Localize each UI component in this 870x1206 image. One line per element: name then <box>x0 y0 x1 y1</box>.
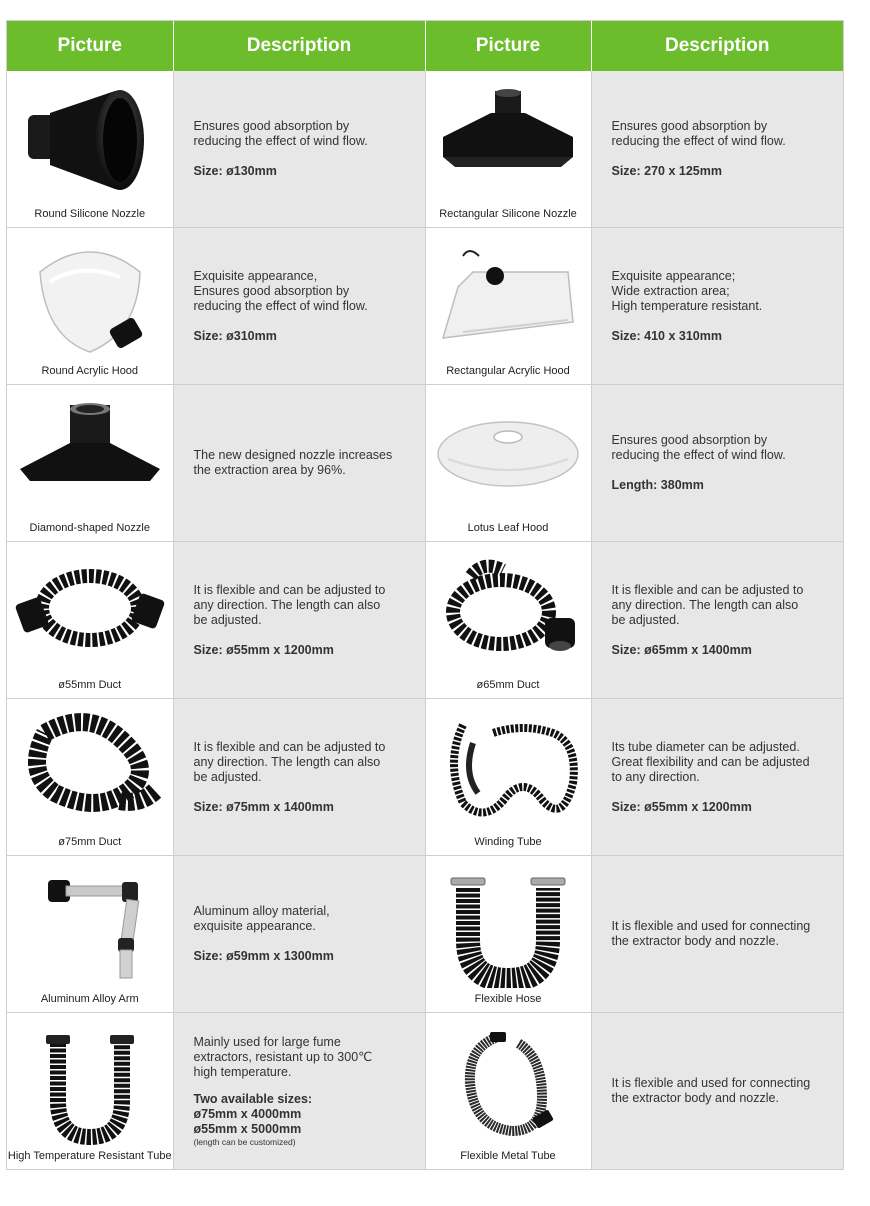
description-cell <box>173 856 425 1013</box>
description-line: It is flexible and can be adjusted to <box>611 582 804 597</box>
picture-cell <box>425 71 591 228</box>
description-line: the extraction area by 96%. <box>193 463 346 477</box>
size-text: Size: ø130mm <box>193 164 277 178</box>
product-caption: High Temperature Resistant Tube <box>7 1150 172 1162</box>
header-picture-2: Picture <box>425 21 591 71</box>
table-row <box>7 856 843 1013</box>
description-line: reducing the effect of wind flow. <box>611 134 786 148</box>
description-line: any direction. The length can also <box>611 597 799 612</box>
size-text: Size: ø65mm x 1400mm <box>611 642 752 657</box>
description-line: extractors, resistant up to 300℃ <box>193 1050 373 1064</box>
description-cell <box>591 71 843 228</box>
description-line: It is flexible and used for connecting <box>611 1076 811 1090</box>
picture-cell <box>425 1013 591 1170</box>
duct-55mm-icon <box>15 556 165 666</box>
description-line: high temperature. <box>193 1065 292 1079</box>
description-cell <box>173 71 425 228</box>
table-row <box>7 71 843 228</box>
description-line: exquisite appearance. <box>193 919 316 933</box>
description-line: any direction. The length can also <box>193 597 381 612</box>
product-caption: Flexible Metal Tube <box>460 1150 556 1162</box>
product-caption: Winding Tube <box>474 836 542 848</box>
picture-cell <box>425 542 591 699</box>
product-caption: Diamond-shaped Nozzle <box>29 522 150 534</box>
table-row <box>7 699 843 856</box>
description-cell <box>173 385 425 542</box>
description-line: reducing the effect of wind flow. <box>193 298 368 313</box>
product-caption: Rectangular Silicone Nozzle <box>439 208 577 220</box>
description-cell <box>173 699 425 856</box>
table-row <box>7 542 843 699</box>
length-note: (length can be customized) <box>193 1137 296 1147</box>
description-line: Its tube diameter can be adjusted. <box>611 739 800 754</box>
size-text: Size: ø310mm <box>193 328 277 343</box>
description-line: Ensures good absorption by <box>611 433 768 447</box>
lotus-leaf-hood-icon <box>433 399 583 499</box>
description-cell <box>591 542 843 699</box>
description-line: It is flexible and can be adjusted to <box>193 739 386 754</box>
duct-65mm-icon <box>433 556 583 666</box>
picture-cell <box>425 385 591 542</box>
description-line: be adjusted. <box>193 769 262 784</box>
picture-cell <box>425 228 591 385</box>
description-line: Exquisite appearance, <box>193 268 318 283</box>
size-text: Size: 270 x 125mm <box>611 164 722 178</box>
size-option: ø75mm x 4000mm <box>193 1107 302 1121</box>
description-cell <box>173 228 425 385</box>
description-cell <box>591 699 843 856</box>
table-row <box>7 1013 843 1170</box>
picture-cell <box>7 71 173 228</box>
aluminum-alloy-arm-icon <box>20 870 160 985</box>
product-caption: Rectangular Acrylic Hood <box>446 365 570 377</box>
description-cell <box>591 228 843 385</box>
description-line: Ensures good absorption by <box>611 119 768 133</box>
size-text: Size: ø75mm x 1400mm <box>193 799 334 814</box>
size-text: Size: ø59mm x 1300mm <box>193 949 334 963</box>
description-line: Wide extraction area; <box>611 283 730 298</box>
duct-75mm-icon <box>15 713 165 823</box>
size-option: ø55mm x 5000mm <box>193 1122 302 1136</box>
description-line: be adjusted. <box>193 612 262 627</box>
description-line: any direction. The length can also <box>193 754 381 769</box>
product-caption: ø75mm Duct <box>58 836 122 848</box>
description-line: be adjusted. <box>611 612 680 627</box>
flexible-hose-icon <box>433 870 583 988</box>
description-cell <box>173 542 425 699</box>
product-caption: ø65mm Duct <box>476 679 540 691</box>
description-line: Mainly used for large fume <box>193 1035 341 1049</box>
product-caption: Aluminum Alloy Arm <box>40 993 139 1005</box>
description-line: reducing the effect of wind flow. <box>193 134 368 148</box>
picture-cell <box>7 1013 173 1170</box>
high-temperature-tube-icon <box>20 1027 160 1145</box>
diamond-shaped-nozzle-icon <box>15 399 165 509</box>
product-caption: Round Silicone Nozzle <box>34 208 146 220</box>
sizes-title: Two available sizes: <box>193 1092 313 1106</box>
description-line: The new designed nozzle increases <box>193 448 393 462</box>
picture-cell <box>7 856 173 1013</box>
description-line: the extractor body and nozzle. <box>611 934 779 948</box>
description-line: It is flexible and can be adjusted to <box>193 582 386 597</box>
picture-cell <box>7 385 173 542</box>
flexible-metal-tube-icon <box>438 1027 578 1145</box>
description-line: High temperature resistant. <box>611 298 763 313</box>
description-cell <box>591 856 843 1013</box>
size-text: Size: 410 x 310mm <box>611 328 722 343</box>
description-line: Ensures good absorption by <box>193 283 350 298</box>
description-line: Great flexibility and can be adjusted <box>611 754 810 769</box>
picture-cell <box>425 856 591 1013</box>
picture-cell <box>425 699 591 856</box>
description-line: Exquisite appearance; <box>611 268 736 283</box>
size-text: Size: ø55mm x 1200mm <box>611 799 752 814</box>
description-line: reducing the effect of wind flow. <box>611 448 786 462</box>
picture-cell <box>7 228 173 385</box>
round-silicone-nozzle-icon <box>20 85 160 195</box>
header-description-1: Description <box>173 21 425 71</box>
round-acrylic-hood-icon <box>20 242 160 357</box>
header-description-2: Description <box>591 21 843 71</box>
product-table-container <box>6 20 844 1170</box>
winding-tube-icon <box>433 713 583 828</box>
description-line: Ensures good absorption by <box>193 119 350 133</box>
product-table <box>7 21 843 1169</box>
picture-cell <box>7 542 173 699</box>
rectangular-silicone-nozzle-icon <box>433 85 583 195</box>
product-caption: ø55mm Duct <box>58 679 122 691</box>
description-line: to any direction. <box>611 769 700 784</box>
table-row <box>7 228 843 385</box>
product-caption: Lotus Leaf Hood <box>467 522 549 534</box>
picture-cell <box>7 699 173 856</box>
header-row <box>7 21 843 71</box>
description-cell <box>591 1013 843 1170</box>
table-row <box>7 385 843 542</box>
description-cell <box>173 1013 425 1170</box>
product-caption: Flexible Hose <box>474 993 542 1005</box>
description-line: It is flexible and used for connecting <box>611 919 811 933</box>
size-text: Length: 380mm <box>611 478 704 492</box>
description-line: the extractor body and nozzle. <box>611 1091 779 1105</box>
description-cell <box>591 385 843 542</box>
product-caption: Round Acrylic Hood <box>41 365 139 377</box>
rectangular-acrylic-hood-icon <box>433 242 583 354</box>
size-text: Size: ø55mm x 1200mm <box>193 642 334 657</box>
header-picture-1: Picture <box>7 21 173 71</box>
description-line: Aluminum alloy material, <box>193 904 330 918</box>
